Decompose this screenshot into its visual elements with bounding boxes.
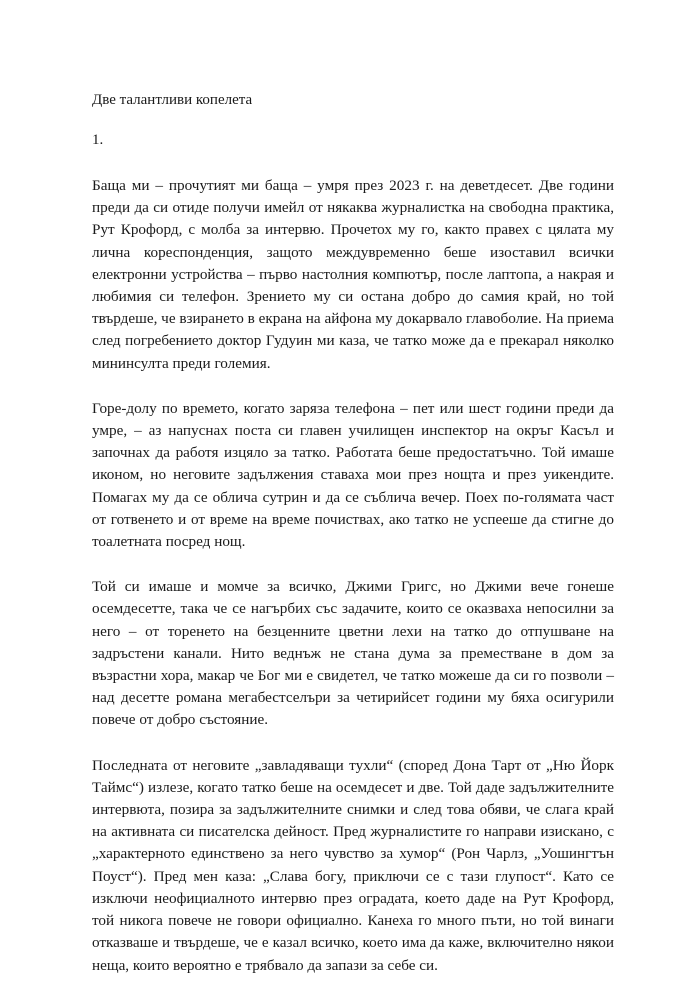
paragraph-4: Последната от неговите „завладяващи тухли“ (според Дона Тарт от „Ню Йорк Таймс“) излезе, когато татко беше на осемдесет и две. Той даде задължителните интервюта, позира за задължителните снимки и след това обяви, че слага край на активната си писателска дейност. Пред журналистите го направи изискано, с „характерното единствено за него чувство за хумор“ (Рон Чарлз, „Уошингтън Поуст“). Пред мен каза: „Слава богу, приключи се с тази глупост“. Като се изключи неофициалното интервю през оградата, което даде на Рут Крофорд, той никога повече не говори официално. Канеха го много пъти, но той винаги отказваше и твърдеше, че е казал всичко, което има да каже, включително някои неща, които вероятно е трябвало да запази за себе си.: [92, 756, 614, 974]
paragraph-2: Горе-долу по времето, когато заряза телефона – пет или шест години преди да умре, – аз напуснах поста си главен училищен инспектор на окръг Касъл и започнах да работя изцяло за татко. Работата беше предостатъчно. Той имаше иконом, но неговите задължения ставаха мои през нощта и през уикендите. Помагах му да се облича сутрин и да се съблича вечер. Поех по-голямата част от готвенето и от време на време почиствах, ако татко не успееше да стигне до тоалетната посред нощ.: [92, 399, 614, 551]
document-page: [92, 88, 614, 977]
chapter-number: 1.: [92, 132, 104, 148]
document-title: Две талантливи копелета: [92, 92, 253, 108]
paragraph-1: Баща ми – прочутият ми баща – умря през 2023 г. на деветдесет. Две години преди да си отиде получи имейл от някаква журналистка на свободна практика, Рут Крофорд, с молба за интервю. Прочетох му го, както правех с цялата му лична кореспонденция, защото междувременно беше изоставил всички електронни устройства – първо настолния компютър, после лаптопа, а накрая и любимия си телефон. Зрението му си остана добро до самия край, но той твърдеше, че взирането в екрана на айфона му докарвало главоболие. На приема след погребението доктор Гудуин ми каза, че татко може да е прекарал няколко мининсулта преди големия.: [92, 177, 614, 372]
paragraph-3: Той си имаше и момче за всичко, Джими Григс, но Джими вече гонеше осемдесетте, така че се нагърбих със задачите, които се оказваха непосилни за него – от торенето на безценните цветни лехи на татко до отпушване на задръстени канали. Нито веднъж не стана дума за преместване в дом за възрастни хора, макар че Бог ми е свидетел, че татко можеше да си го позволи – над десетте романа мегабестселъри за четирийсет години му бяха осигурили повече от добро състояние.: [92, 578, 614, 729]
